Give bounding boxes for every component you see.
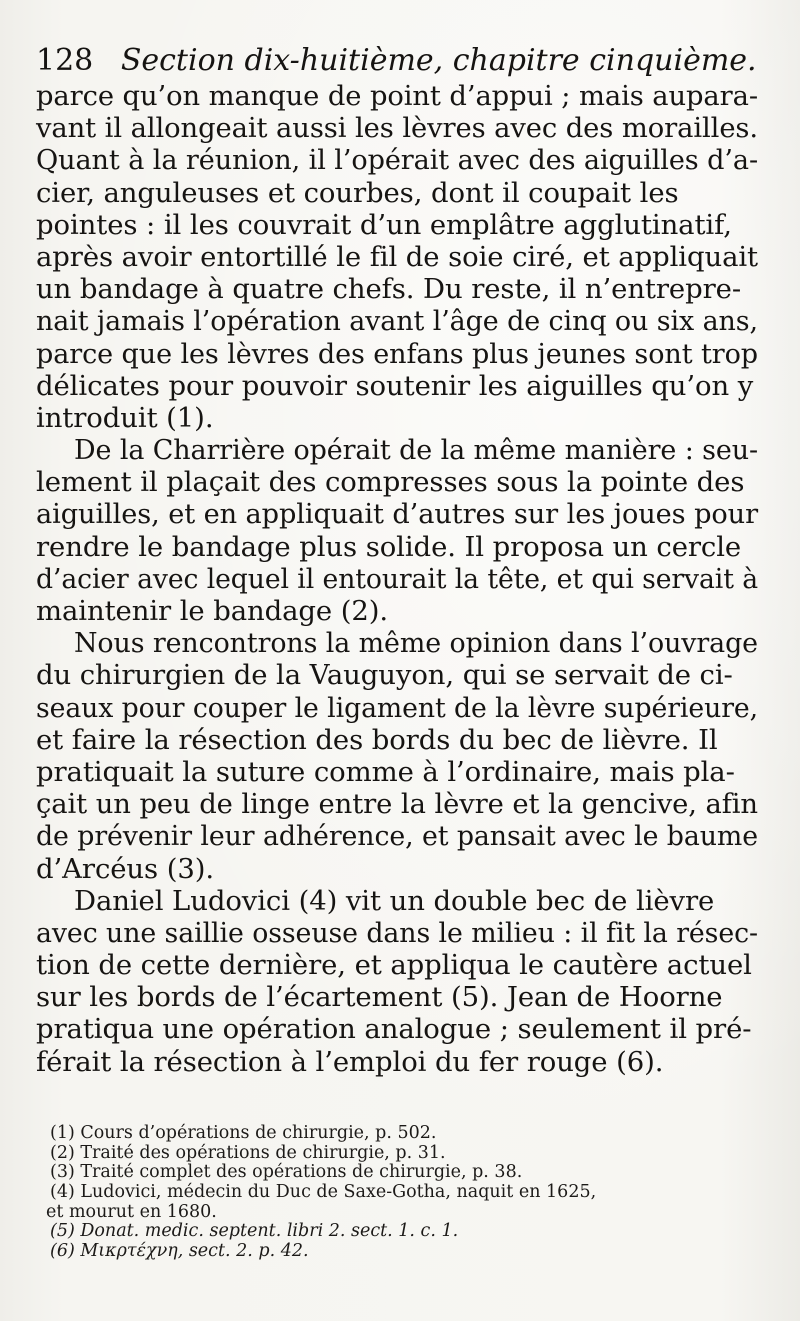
text-line: délicates pour pouvoir soutenir les aiguilles qu’on y bbox=[36, 369, 754, 402]
text-line: Daniel Ludovici (4) vit un double bec de lièvre bbox=[74, 884, 715, 917]
text-line: tion de cette dernière, et appliqua le cautère actuel bbox=[36, 949, 752, 982]
text-line: d’Arcéus (3). bbox=[36, 852, 214, 885]
text-line: sur les bords de l’écartement (5). Jean de Hoorne bbox=[36, 981, 723, 1014]
text-line: seaux pour couper le ligament de la lèvre supérieure, bbox=[36, 691, 758, 724]
page-number: 128 bbox=[36, 43, 94, 78]
page-header bbox=[36, 36, 757, 86]
text-line: maintenir le bandage (2). bbox=[36, 595, 389, 627]
body-text bbox=[36, 80, 758, 1078]
text-line: introduit (1). bbox=[36, 401, 214, 434]
text-line: du chirurgien de la Vauguyon, qui se servait de ci- bbox=[36, 659, 733, 692]
footnotes bbox=[46, 1123, 770, 1262]
text-line: et faire la résection des bords du bec de lièvre. Il bbox=[36, 723, 718, 756]
text-line: Nous rencontrons la même opinion dans l’ouvrage bbox=[74, 627, 758, 660]
footnote: (4) Ludovici, médecin du Duc de Saxe-Gotha, naquit en 1625, bbox=[50, 1182, 597, 1203]
text-line: avec une saillie osseuse dans le milieu : il fit la résec- bbox=[36, 916, 758, 949]
footnote: et mourut en 1680. bbox=[46, 1201, 217, 1222]
text-line: pratiqua une opération analogue ; seulement il pré- bbox=[36, 1013, 752, 1046]
text-line: férait la résection à l’emploi du fer rouge (6). bbox=[36, 1045, 664, 1078]
text-line: pointes : il les couvrait d’un emplâtre agglutinatif, bbox=[36, 208, 732, 241]
text-line: aiguilles, et en appliquait d’autres sur les joues pour bbox=[36, 498, 758, 531]
text-line: parce qu’on manque de point d’appui ; mais aupara- bbox=[36, 80, 758, 112]
text-line: parce que les lèvres des enfans plus jeunes sont trop bbox=[36, 337, 758, 370]
footnote: (5) Donat. medic. septent. libri 2. sect. 1. c. 1. bbox=[50, 1221, 459, 1242]
text-line: De la Charrière opérait de la même manière : seu- bbox=[74, 434, 758, 467]
text-line: çait un peu de linge entre la lèvre et la gencive, afin bbox=[36, 788, 758, 821]
text-line: vant il allongeait aussi les lèvres avec des morailles. bbox=[36, 112, 758, 145]
running-head: Section dix-huitième, chapitre cinquième. bbox=[120, 43, 757, 78]
footnote: (3) Traité complet des opérations de chirurgie, p. 38. bbox=[50, 1162, 523, 1183]
text-line: nait jamais l’opération avant l’âge de cinq ou six ans, bbox=[36, 305, 758, 338]
footnote: (1) Cours d’opérations de chirurgie, p. 502. bbox=[50, 1123, 437, 1143]
footnote: (6) Μικρτέχνη, sect. 2. p. 42. bbox=[50, 1241, 309, 1262]
text-line: après avoir entortillé le fil de soie ciré, et appliquait bbox=[36, 240, 758, 273]
text-line: rendre le bandage plus solide. Il proposa un cercle bbox=[36, 530, 742, 563]
text-line: lement il plaçait des compresses sous la pointe des bbox=[36, 466, 745, 499]
text-line: pratiquait la suture comme à l’ordinaire, mais pla- bbox=[36, 755, 735, 788]
text-line: d’acier avec lequel il entourait la tête, et qui servait à bbox=[36, 562, 758, 595]
text-line: cier, anguleuses et courbes, dont il coupait les bbox=[36, 176, 679, 209]
text-line: un bandage à quatre chefs. Du reste, il n’entrepre- bbox=[36, 273, 742, 306]
text-line: de prévenir leur adhérence, et pansait avec le baume bbox=[36, 820, 758, 853]
text-line: Quant à la réunion, il l’opérait avec des aiguilles d’a- bbox=[36, 144, 758, 177]
footnote: (2) Traité des opérations de chirurgie, p. 31. bbox=[50, 1142, 446, 1163]
